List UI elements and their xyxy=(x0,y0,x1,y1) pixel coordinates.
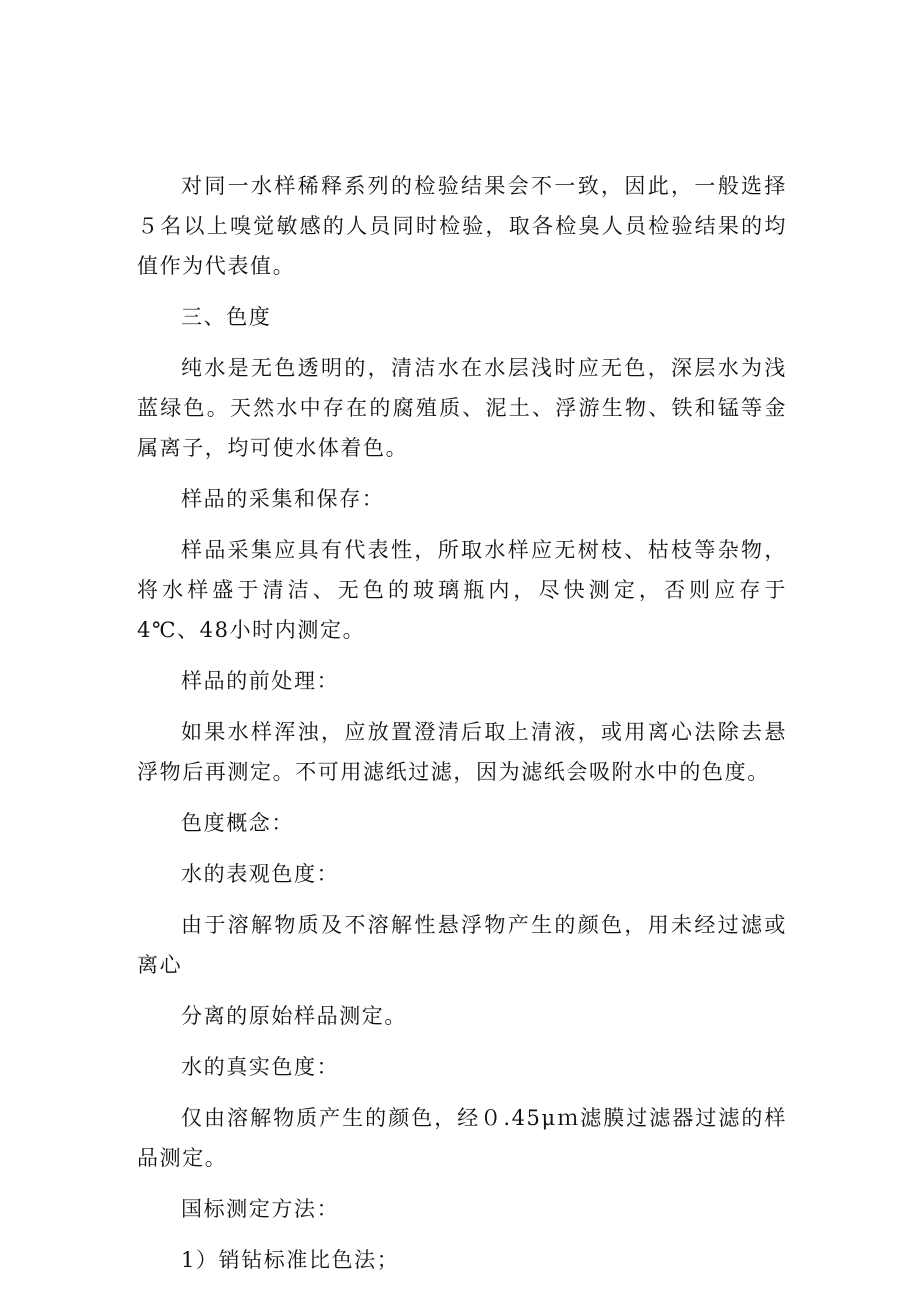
paragraph-apparent-color: 由于溶解物质及不溶解性悬浮物产生的颜色，用未经过滤或离心 xyxy=(137,913,787,977)
paragraph-apparent-color-cont: 分离的原始样品测定。 xyxy=(181,1004,407,1028)
section-heading-color: 三、色度 xyxy=(181,305,272,329)
subheading-pretreatment: 样品的前处理： xyxy=(181,669,340,693)
subheading-national-methods: 国标测定方法： xyxy=(181,1197,340,1221)
paragraph-pretreatment: 如果水样浑浊，应放置澄清后取上清液，或用离心法除去悬浮物后再测定。不可用滤纸过滤，因为滤纸会吸附水中的色度。 xyxy=(137,720,787,784)
subheading-sampling: 样品的采集和保存： xyxy=(181,487,385,511)
paragraph-true-color: 仅由溶解物质产生的颜色，经０.45μｍ滤膜过滤器过滤的样品测定。 xyxy=(137,1106,787,1170)
document-body xyxy=(137,166,787,1291)
subheading-color-concept: 色度概念： xyxy=(181,811,294,835)
subheading-apparent-color: 水的表观色度： xyxy=(181,862,340,886)
list-item-method-1: 1）销钻标准比色法； xyxy=(181,1248,400,1272)
subheading-true-color: 水的真实色度： xyxy=(181,1055,340,1079)
paragraph-sampling: 样品采集应具有代表性，所取水样应无树枝、枯枝等杂物，将水样盛于清洁、无色的玻璃瓶内，尽快测定，否则应存于4℃、48小时内测定。 xyxy=(137,538,787,642)
paragraph-color-intro: 纯水是无色透明的，清洁水在水层浅时应无色，深层水为浅蓝绿色。天然水中存在的腐殖质、泥土、浮游生物、铁和锰等金属离子，均可使水体着色。 xyxy=(137,356,787,460)
paragraph-odor-conclusion: 对同一水样稀释系列的检验结果会不一致，因此，一般选择５名以上嗅觉敏感的人员同时检验，取各检臭人员检验结果的均值作为代表值。 xyxy=(137,174,787,278)
